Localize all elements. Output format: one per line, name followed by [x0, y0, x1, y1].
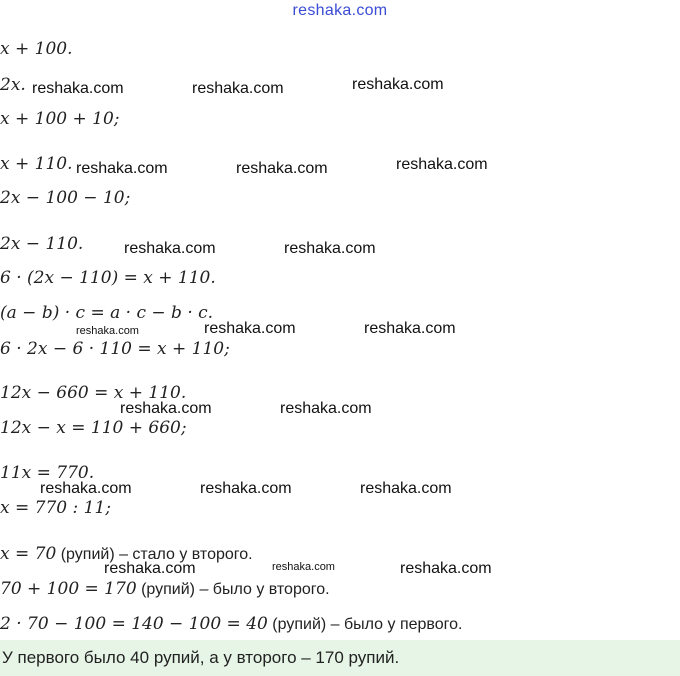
solution-line: (a − b) · c = a · c − b · c. [0, 303, 214, 323]
watermark: reshaka.com [76, 160, 168, 177]
watermark: reshaka.com [280, 400, 372, 417]
watermark: reshaka.com [396, 156, 488, 173]
solution-line: x + 100. [0, 39, 73, 59]
site-link[interactable]: reshaka.com [292, 2, 388, 19]
watermark: reshaka.com [204, 320, 296, 337]
solution-line: 6 · 2x − 6 · 110 = x + 110; [0, 339, 230, 359]
solution-line: 2x − 100 − 10; [0, 188, 131, 208]
solution-line: 12x − 660 = x + 110. [0, 383, 187, 403]
watermark: reshaka.com [32, 80, 124, 97]
solution-line: 11x = 770. [0, 463, 95, 483]
watermark: reshaka.com [400, 560, 492, 577]
watermark: reshaka.com [352, 76, 444, 93]
solution-line: 2x. [0, 75, 26, 95]
watermark: reshaka.com [124, 240, 216, 257]
watermark: reshaka.com [76, 325, 139, 337]
watermark: reshaka.com [236, 160, 328, 177]
solution-line: x + 110. [0, 154, 73, 174]
answer-text: У первого было 40 рупий, а у второго – 170 рупий. [2, 648, 400, 667]
solution-line: 12x − x = 110 + 660; [0, 418, 187, 438]
watermark: reshaka.com [272, 561, 335, 573]
watermark: reshaka.com [120, 400, 212, 417]
solution-line: x + 100 + 10; [0, 109, 120, 129]
watermark: reshaka.com [104, 560, 196, 577]
answer-box [0, 640, 680, 676]
watermark: reshaka.com [200, 480, 292, 497]
watermark: reshaka.com [284, 240, 376, 257]
watermark: reshaka.com [360, 480, 452, 497]
solution-line: 2x − 110. [0, 234, 84, 254]
result-line: 2 · 70 − 100 = 140 − 100 = 40 (рупий) – было у первого. [0, 614, 463, 634]
watermark: reshaka.com [40, 480, 132, 497]
watermark: reshaka.com [192, 80, 284, 97]
watermark: reshaka.com [364, 320, 456, 337]
solution-line: x = 770 : 11; [0, 498, 111, 518]
result-line: x = 70 (рупий) – стало у второго. [0, 544, 253, 564]
result-line: 70 + 100 = 170 (рупий) – было у второго. [0, 579, 330, 599]
solution-line: 6 · (2x − 110) = x + 110. [0, 268, 216, 288]
